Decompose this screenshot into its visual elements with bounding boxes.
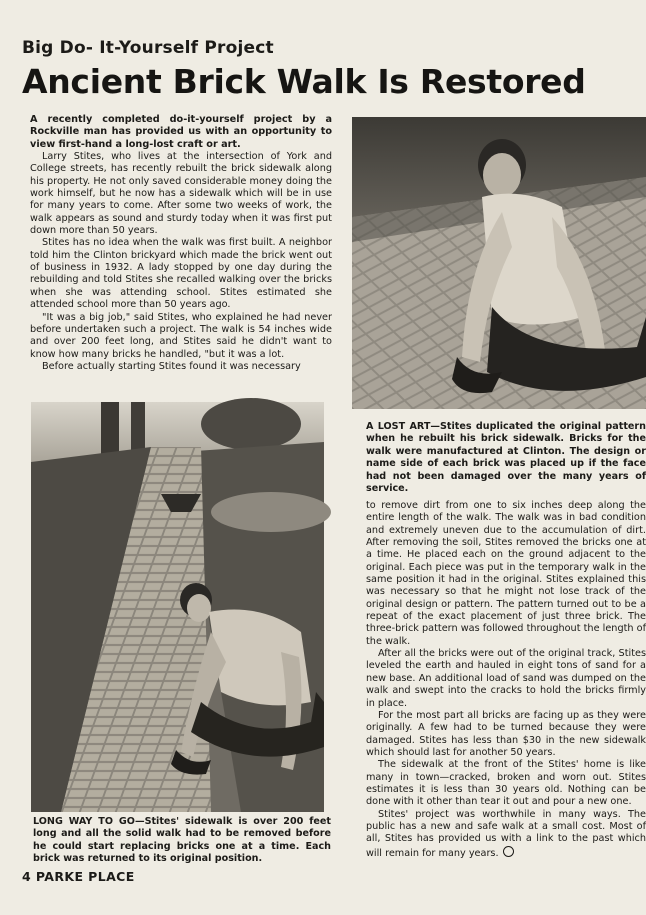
paragraph: After all the bricks were out of the original track, Stites leveled the earth and hauled in eight tons of sand for a new base. An additional load of sand was dumped on the walk and swept into the cracks to hold the bricks firmly in place. <box>366 648 646 709</box>
paragraph: Stites has no idea when the walk was first built. A neighbor told him the Clinton brickyard which made the brick went out of business in 1932. A lady stopped by one day during the rebuilding and told Stites she recalled walking over the bricks when she was attending school. Stites estimated she attended school more than 50 years ago. <box>30 237 332 311</box>
caption-tag: LONG WAY TO GO <box>33 816 135 827</box>
article-column-2 <box>366 500 646 875</box>
caption-text: —Stites duplicated the original pattern when he rebuilt his brick sidewalk. Bricks for the walk were manufactured at Clinton. The design or name side of each brick was placed up if the face had not been damaged over the many years of service. <box>366 421 646 495</box>
article-column-1 <box>30 114 332 400</box>
paragraph: For the most part all bricks are facing up as they were originally. A few had to be turned because they were damaged. Stites has less than $30 in the new sidewalk which should last for another 50 years. <box>366 709 646 758</box>
caption-tag: A LOST ART <box>366 421 431 432</box>
page-folio: 4 PARKE PLACE <box>22 869 135 884</box>
article-kicker: Big Do- It-Yourself Project <box>22 38 274 58</box>
paragraph: to remove dirt from one to six inches deep along the entire length of the walk. The walk was in bad condition and extremely uneven due to the accumulation of dirt. After removing the soil, Stites removed the bricks one at a time. He placed each on the ground adjacent to the original. Each piece was put in the temporary walk in the same position it had in the original. Stites explained this was necessary so that he might not lose track of the original design or pattern. The pattern turned out to be a repeat of the exact placement of just three brick. The three-brick pattern was followed throughout the length of the walk. <box>366 500 646 647</box>
paragraph: Before actually starting Stites found it was necessary <box>42 360 301 372</box>
paragraph: "It was a big job," said Stites, who explained he had never before undertaken such a project. The walk is 54 inches wide and over 200 feet long, and Stites said he didn't want to know how many bricks he handled, "but it was a lot. <box>30 311 332 360</box>
photo-long-way-to-go <box>31 402 324 812</box>
paragraph: The sidewalk at the front of the Stites' home is like many in town—cracked, broken and worn out. Stites estimates it is less than 30 years old. Nothing can be done with it other than tear it out and pour a new one. <box>366 759 646 808</box>
paragraph <box>366 809 646 860</box>
article-headline: Ancient Brick Walk Is Restored <box>22 62 586 101</box>
paragraph-text: Stites' project was worthwhile in many ways. The public has a new and safe walk at a small cost. Most of all, Stites has provided us with a link to the past which will remain for many years. <box>366 808 646 859</box>
caption-long-way-to-go <box>33 816 331 868</box>
paragraph: Larry Stites, who lives at the intersection of York and College streets, has recently rebuilt the brick sidewalk along his property. He not only saved considerable money doing the work himself, but he now has a sidewalk which will be in use for many years to come. After some two weeks of work, the walk appears as sound and sturdy today when it was first put down more than 50 years. <box>30 151 332 237</box>
end-mark-icon <box>503 846 514 857</box>
article-intro: A recently completed do-it-yourself project by a Rockville man has provided us with an opportunity to view first-hand a long-lost craft or art. <box>30 114 332 150</box>
photo-lost-art <box>352 117 646 409</box>
caption-text: —Stites' sidewalk is over 200 feet long and all the solid walk had to be removed before he could start replacing bricks one at a time. Each brick was returned to its original position. <box>33 816 332 865</box>
caption-lost-art <box>366 421 646 495</box>
